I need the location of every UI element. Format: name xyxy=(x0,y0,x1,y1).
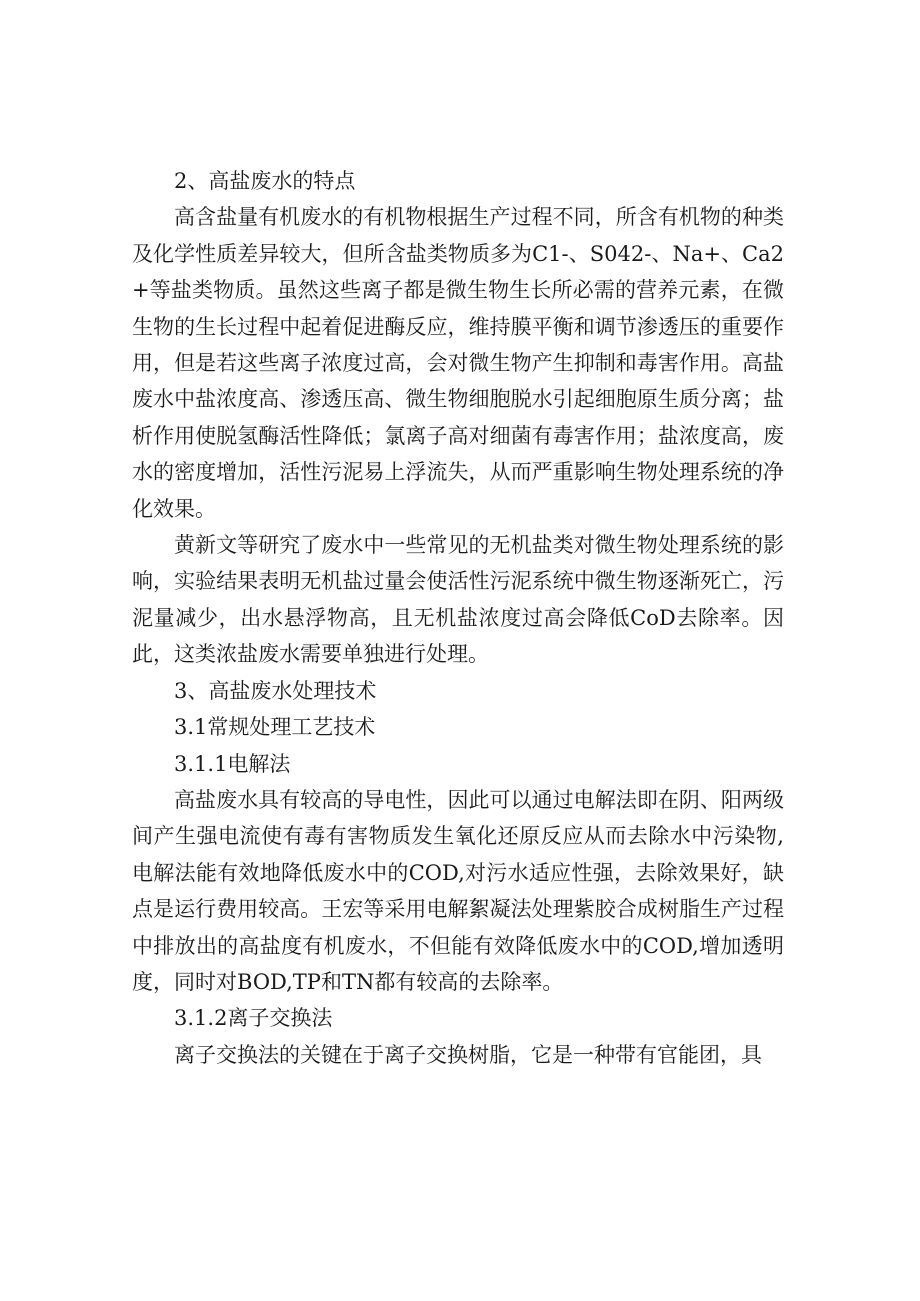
subsection-heading-3-1-2: 3.1.2离子交换法 xyxy=(174,1006,333,1031)
section-heading-2: 2、高盐废水的特点 xyxy=(174,169,356,193)
subsection-heading-3-1-1: 3.1.1电解法 xyxy=(174,751,291,776)
paragraph-inorganic-salt-study: 黄新文等研究了废水中一些常见的无机盐类对微生物处理系统的影响，实验结果表明无机盐过量会使活性污泥系统中微生物逐渐死亡，污泥量减少，出水悬浮物高，且无机盐浓度过高会降低CoD去除率。因此，这类浓盐废水需要单独进行处理。 xyxy=(132,533,784,667)
subsection-heading-3-1: 3.1常规处理工艺技术 xyxy=(174,715,376,740)
section-heading-3: 3、高盐废水处理技术 xyxy=(174,678,377,703)
paragraph-salt-characteristics: 高含盐量有机废水的有机物根据生产过程不同，所含有机物的种类及化学性质差异较大，但所含盐类物质多为C1-、S042-、Na+、Ca2+等盐类物质。虽然这些离子都是微生物生长所必需的营养元素，在微生物的生长过程中起着促进酶反应，维持膜平衡和调节渗透压的重要作用，但是若这些离子浓度过高，会对微生物产生抑制和毒害作用。高盐废水中盐浓度高、渗透压高、微生物细胞脱水引起细胞原生质分离；盐析作用使脱氢酶活性降低；氯离子高对细菌有毒害作用；盐浓度高，废水的密度增加，活性污泥易上浮流失，从而严重影响生物处理系统的净化效果。 xyxy=(132,205,784,521)
document-body xyxy=(132,163,784,1073)
paragraph-electrolysis: 高盐废水具有较高的导电性，因此可以通过电解法即在阴、阳两级间产生强电流使有毒有害物质发生氧化还原反应从而去除水中污染物,电解法能有效地降低废水中的COD,对污水适应性强，去除效果好，缺点是运行费用较高。王宏等采用电解絮凝法处理紫胶合成树脂生产过程中排放出的高盐度有机废水，不但能有效降低废水中的COD,增加透明度，同时对BOD,TP和TN都有较高的去除率。 xyxy=(132,787,784,994)
paragraph-ion-exchange: 离子交换法的关键在于离子交换树脂，它是一种带有官能团，具 xyxy=(174,1042,762,1067)
